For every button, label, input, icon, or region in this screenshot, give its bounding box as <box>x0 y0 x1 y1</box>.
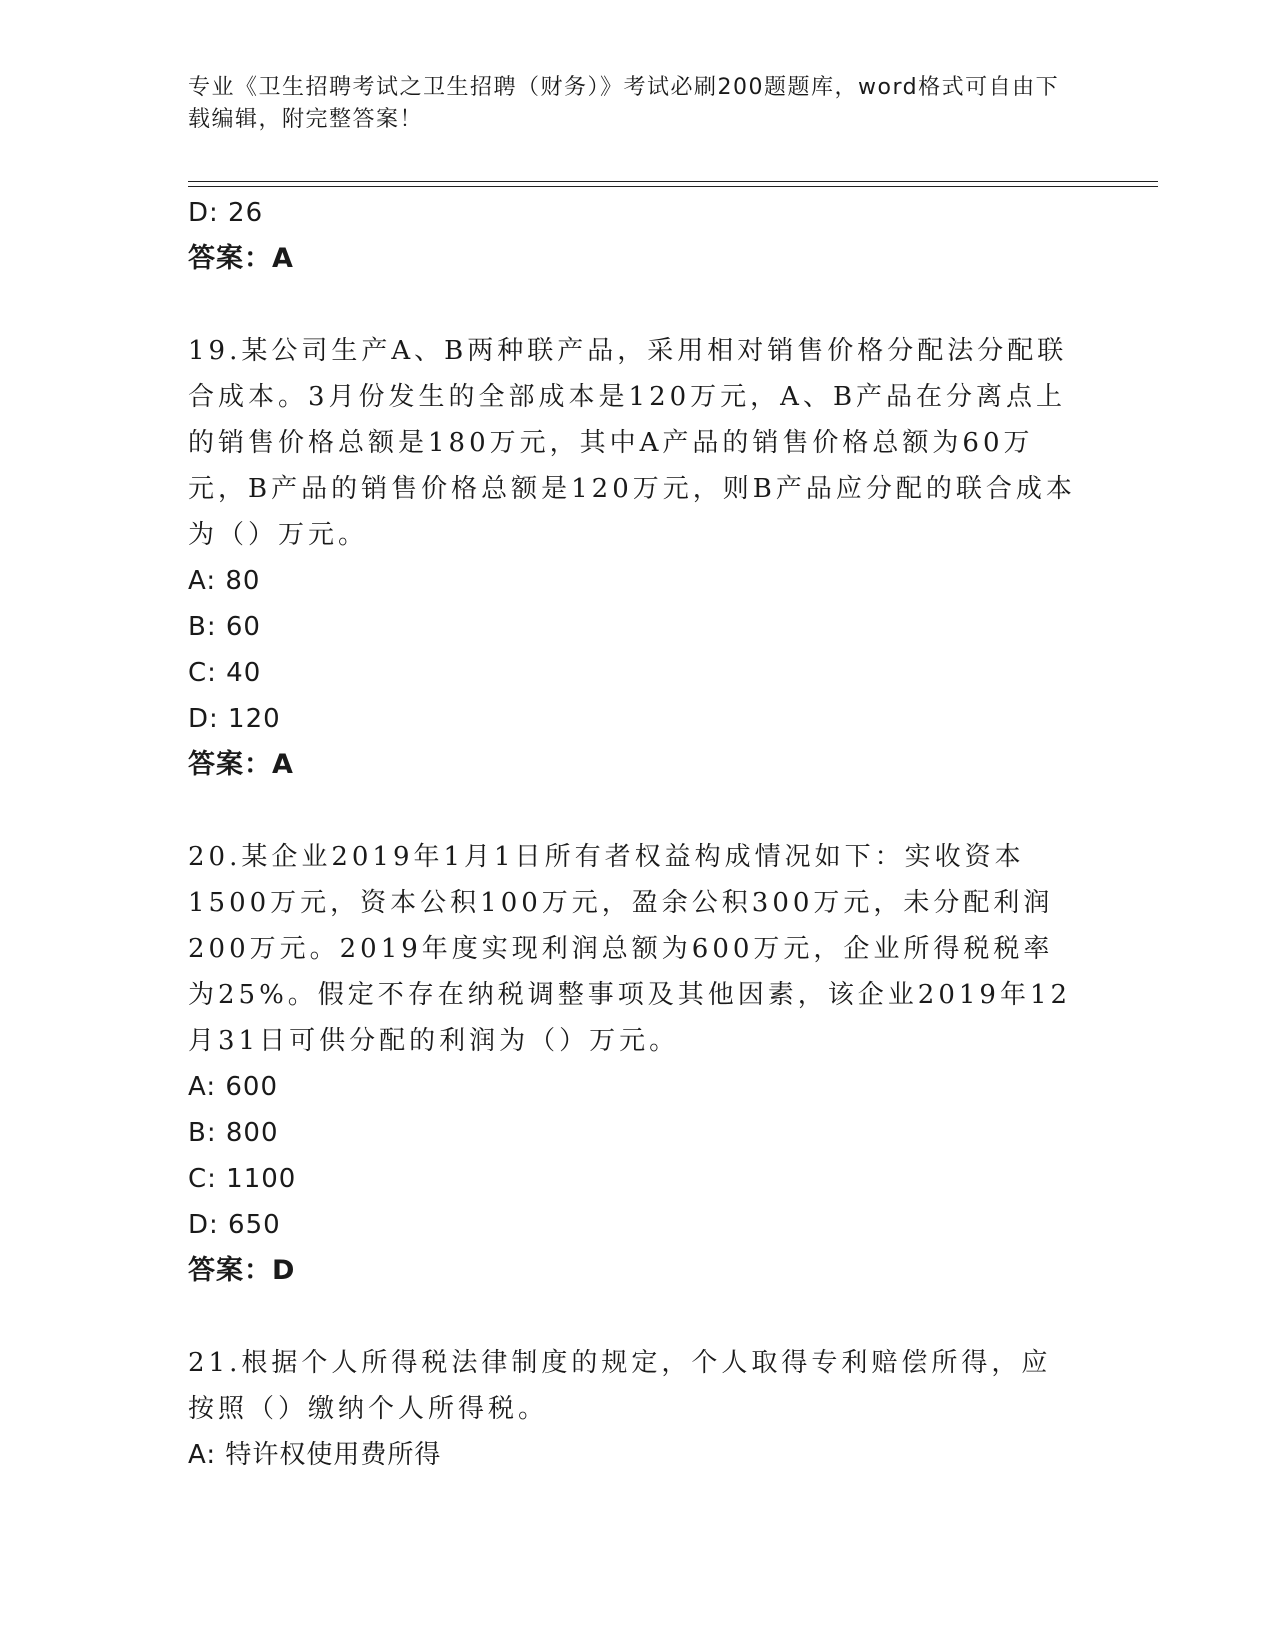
option-d: D: 26 <box>188 198 264 228</box>
question-20-answer: 答案：D <box>188 1255 296 1286</box>
page-header <box>188 72 1068 136</box>
question-21-option-a: A: 特许权使用费所得 <box>188 1440 442 1470</box>
question-19-text: 19.某公司生产A、B两种联产品，采用相对销售价格分配法分配联合成本。3月份发生的全部成本是120万元，A、B产品在分离点上的销售价格总额是180万元，其中A产品的销售价格总额为60万元，B产品的销售价格总额是120万元，则B产品应分配的联合成本为（）万元。 <box>188 336 1076 550</box>
question-19-option-b: B: 60 <box>188 612 261 642</box>
spacer <box>188 1294 1078 1340</box>
question-19-option-d: D: 120 <box>188 704 281 734</box>
question-21 <box>188 1340 1078 1432</box>
header-divider-bottom <box>188 186 1158 187</box>
question-20 <box>188 834 1078 1064</box>
question-19 <box>188 328 1078 558</box>
question-20-option-c: C: 1100 <box>188 1164 297 1194</box>
question-19-option-c: C: 40 <box>188 658 262 688</box>
question-20-text: 20.某企业2019年1月1日所有者权益构成情况如下：实收资本1500万元，资本公积100万元，盈余公积300万元，未分配利润200万元。2019年度实现利润总额为600万元，企业所得税税率为25%。假定不存在纳税调整事项及其他因素，该企业2019年12月31日可供分配的利润为（）万元。 <box>188 842 1072 1056</box>
question-19-answer: 答案：A <box>188 749 294 780</box>
answer-line: 答案：A <box>188 243 294 274</box>
question-19-option-a: A: 80 <box>188 566 261 596</box>
header-divider-top <box>188 181 1158 182</box>
question-20-option-a: A: 600 <box>188 1072 278 1102</box>
question-20-option-d: D: 650 <box>188 1210 281 1240</box>
spacer <box>188 282 1078 328</box>
spacer <box>188 788 1078 834</box>
header-title: 专业《卫生招聘考试之卫生招聘（财务）》考试必刷200题题库，word格式可自由下载编辑，附完整答案！ <box>188 75 1060 132</box>
question-21-text: 21.根据个人所得税法律制度的规定，个人取得专利赔偿所得，应按照（）缴纳个人所得税。 <box>188 1348 1052 1424</box>
question-list <box>188 190 1078 1478</box>
question-20-option-b: B: 800 <box>188 1118 279 1148</box>
